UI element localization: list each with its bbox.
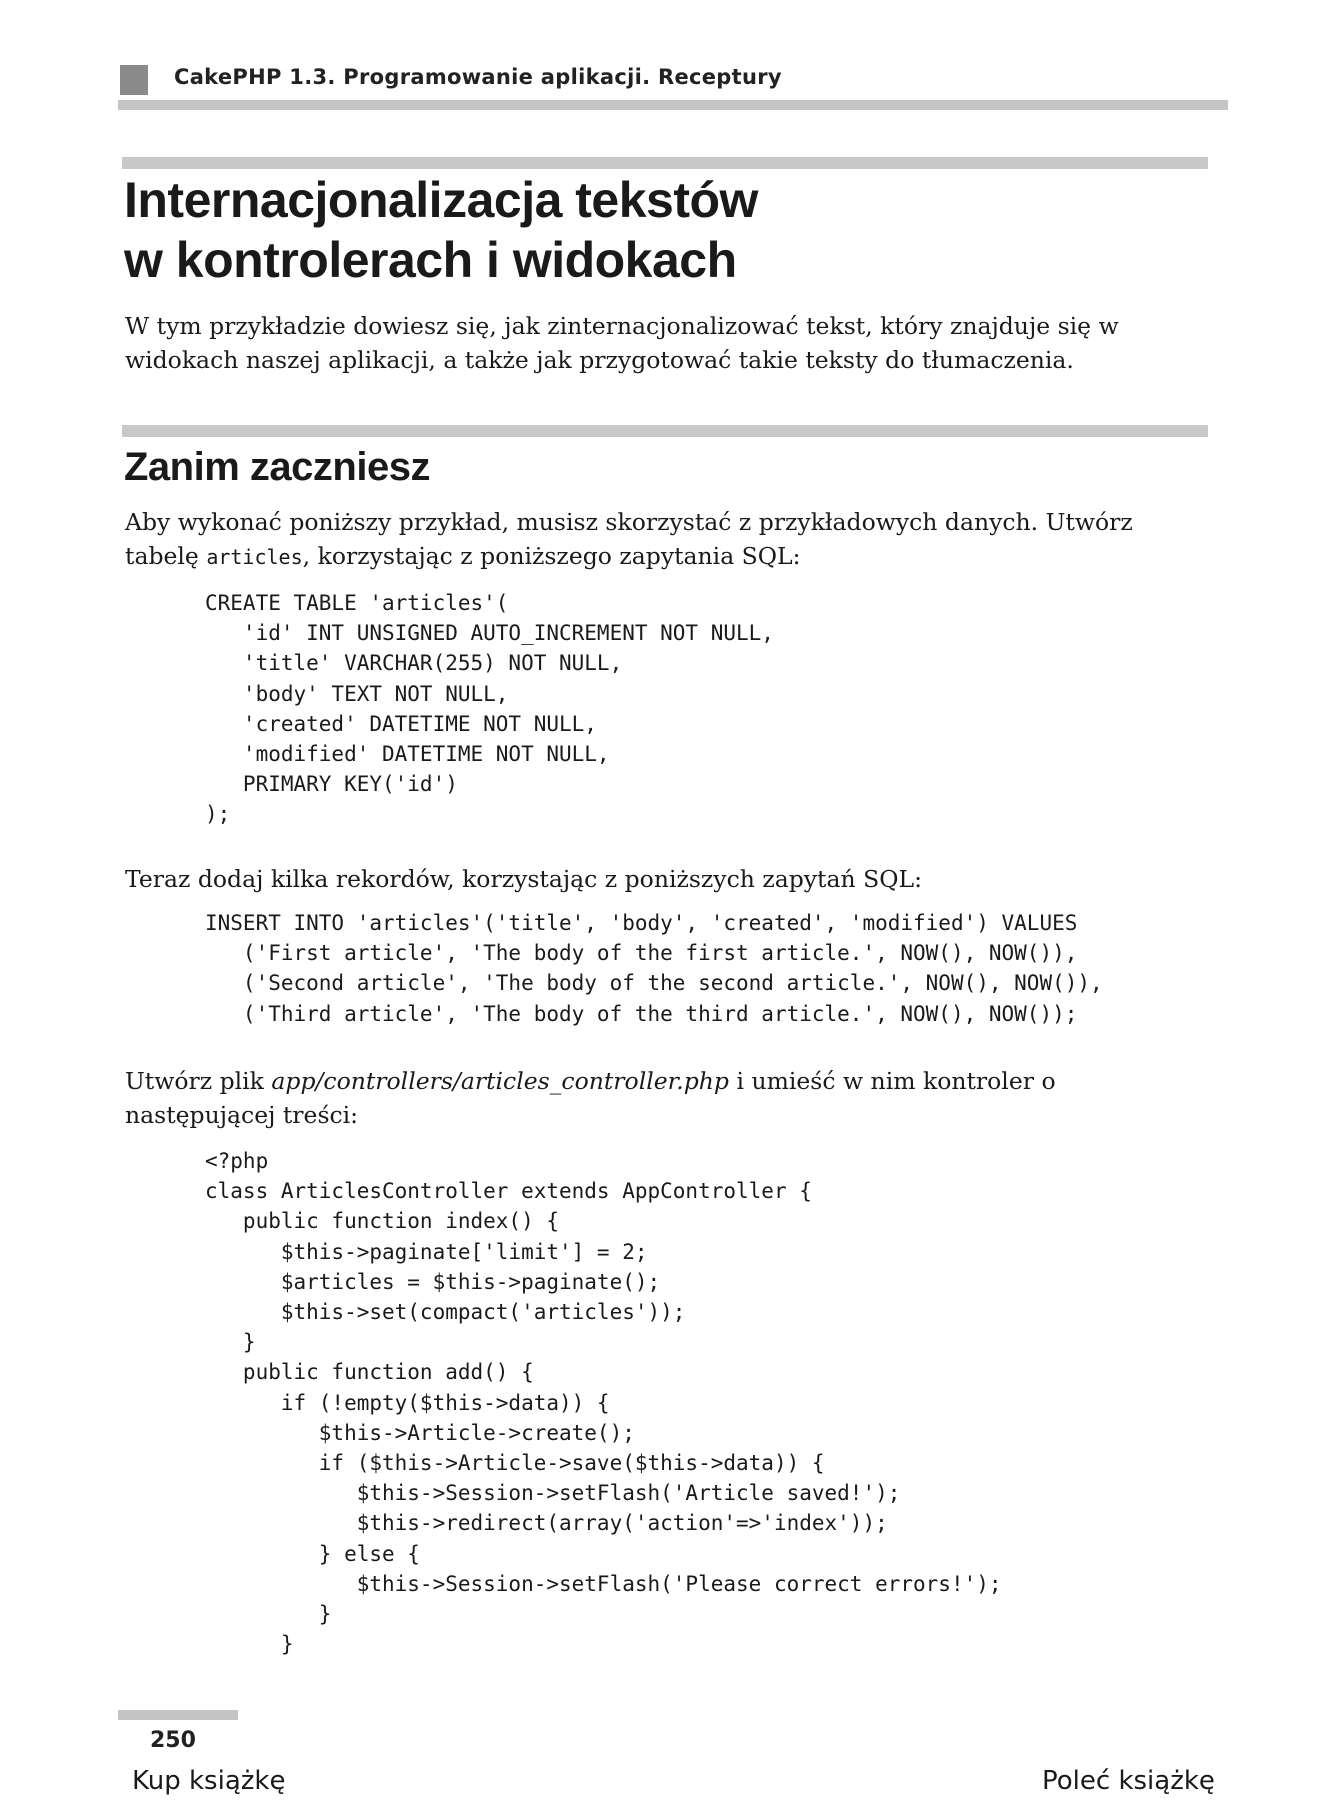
php-controller-code: <?php class ArticlesController extends AppController { public function index() { $this->paginate['limit'] = 2; $articles = $this->paginate(); $this->set(compact('articles')); } public function add() { if (!empty($this->data)) { $this->Article->create(); if ($this->Article->save($this->data)) { $this->Session->setFlash('Article saved!'); $this->redirect(array('action'=>'index')); } else { $this->Session->setFlash('Please correct errors!'); } } bbox=[205, 1149, 1002, 1657]
para1-text-a: Aby wykonać poniższy przykład, musisz skorzystać z przykładowych danych. Utwórz tabelę bbox=[125, 508, 1133, 570]
header-marker bbox=[120, 65, 148, 95]
buy-book-link[interactable]: Kup książkę bbox=[132, 1766, 286, 1796]
para1-text-b: , korzystając z poniższego zapytania SQL: bbox=[302, 542, 801, 570]
chapter-title bbox=[124, 170, 1124, 290]
section-rule bbox=[122, 425, 1208, 437]
chapter-rule bbox=[122, 157, 1208, 169]
chapter-intro: W tym przykładzie dowiesz się, jak zinternacjonalizować tekst, który znajduje się w widokach naszej aplikacji, a także jak przygotować takie teksty do tłumaczenia. bbox=[125, 312, 1119, 374]
para3-file-path: app/controllers/articles_controller.php bbox=[271, 1067, 729, 1095]
section-paragraph-1 bbox=[125, 505, 1210, 574]
section-title: Zanim zaczniesz bbox=[124, 445, 430, 489]
recommend-book-link[interactable]: Poleć książkę bbox=[1042, 1766, 1215, 1796]
section-paragraph-2: Teraz dodaj kilka rekordów, korzystając z poniższych zapytań SQL: bbox=[125, 865, 923, 893]
chapter-title-line2: w kontrolerach i widokach bbox=[124, 232, 737, 288]
chapter-title-line1: Internacjonalizacja tekstów bbox=[124, 172, 758, 228]
section-paragraph-3 bbox=[125, 1064, 1210, 1132]
footer-rule bbox=[118, 1710, 238, 1720]
sql-create-table-code: CREATE TABLE 'articles'( 'id' INT UNSIGNED AUTO_INCREMENT NOT NULL, 'title' VARCHAR(255) NOT NULL, 'body' TEXT NOT NULL, 'created' DATETIME NOT NULL, 'modified' DATETIME NOT NULL, PRIMARY KEY('id') ); bbox=[205, 591, 774, 827]
sql-insert-code: INSERT INTO 'articles'('title', 'body', 'created', 'modified') VALUES ('First article', 'The body of the first article.', NOW(), NOW()), ('Second article', 'The body of the second article.', NOW(), NOW()), ('Third article', 'The body of the third article.', NOW(), NOW()); bbox=[205, 911, 1103, 1026]
running-header-title: CakePHP 1.3. Programowanie aplikacji. Receptury bbox=[174, 65, 782, 89]
page-number: 250 bbox=[150, 1728, 196, 1753]
para3-text-b: i umieść w nim kontroler o następującej treści: bbox=[125, 1067, 1056, 1129]
header-rule bbox=[118, 100, 1228, 110]
para1-inline-code: articles bbox=[206, 545, 303, 569]
para3-text-a: Utwórz plik bbox=[125, 1067, 272, 1095]
